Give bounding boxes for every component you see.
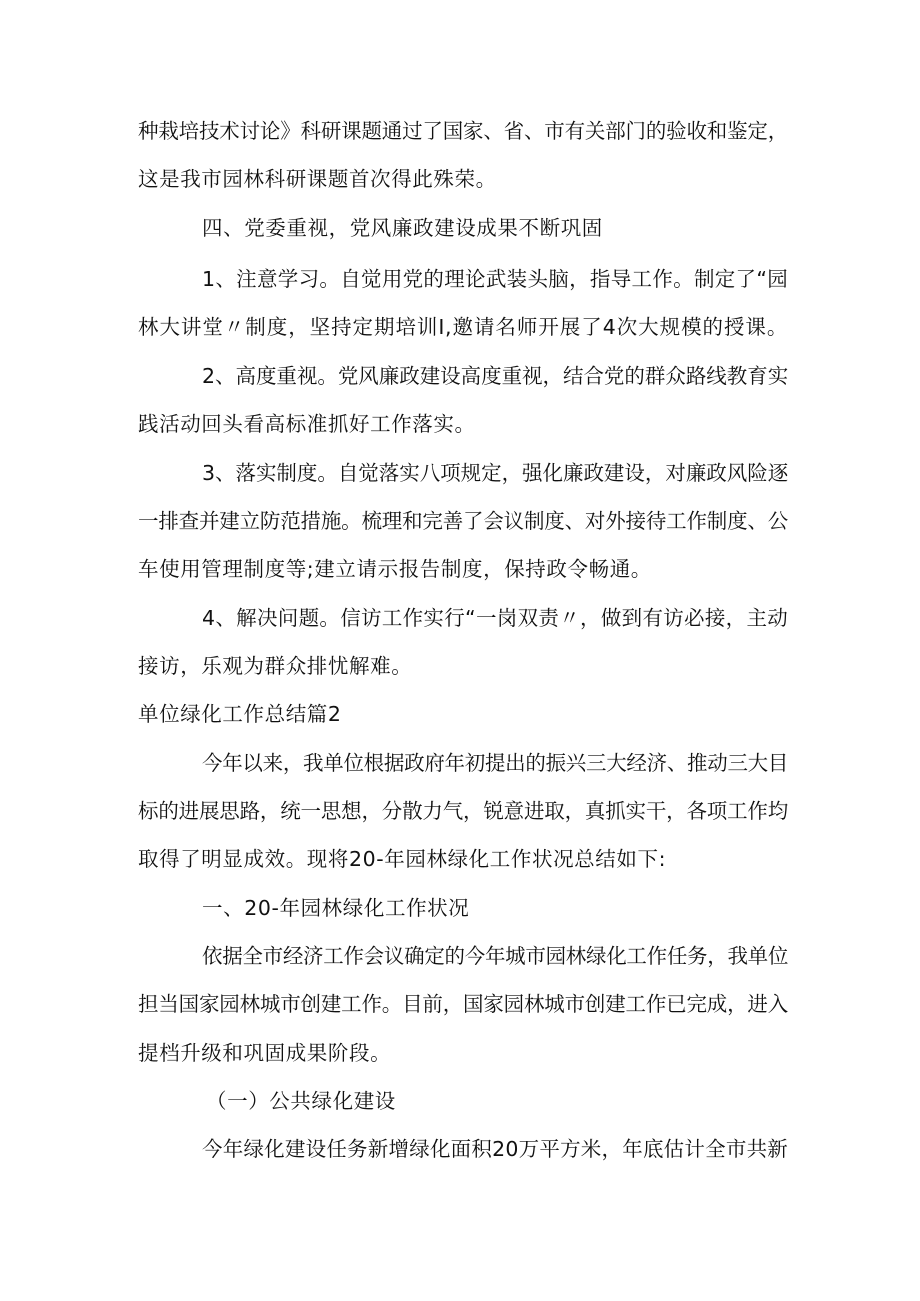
- paragraph-line: 接访，乐观为群众排忧解难。: [138, 654, 413, 678]
- paragraph-line: 践活动回头看高标准抓好工作落实。: [138, 412, 476, 436]
- paragraph-line: 1、注意学习。自觉用党的理论武装头脑，指导工作。制定了“园: [202, 267, 788, 291]
- paragraph-line: 2、高度重视。党风廉政建设高度重视，结合党的群众路线教育实: [202, 364, 788, 388]
- paragraph-line: 4、解决问题。信访工作实行“一岗双责〃，做到有访必接，主动: [202, 606, 788, 630]
- paragraph-line: 今年以来，我单位根据政府年初提出的振兴三大经济、推动三大目: [202, 751, 788, 775]
- paragraph-line: 取得了明显成效。现将20-年园林绿化工作状况总结如下:: [138, 847, 667, 871]
- paragraph-line: 依据全市经济工作会议确定的今年城市园林绿化工作任务，我单位: [202, 944, 788, 968]
- paragraph-line: 今年绿化建设任务新增绿化面积20万平方米，年底估计全市共新: [202, 1137, 788, 1161]
- paragraph-line: 林大讲堂〃制度，坚持定期培训I,邀请名师开展了4次大规模的授课。: [138, 315, 788, 339]
- paragraph-line: 担当国家园林城市创建工作。目前，国家园林城市创建工作已完成，进入: [138, 992, 788, 1016]
- paragraph-line: 标的进展思路，统一思想，分散力气，锐意进取，真抓实干，各项工作均: [138, 799, 788, 823]
- document-heading: 单位绿化工作总结篇2: [138, 702, 342, 726]
- paragraph-line: 3、落实制度。自觉落实八项规定，强化廉政建设，对廉政风险逐: [202, 461, 788, 485]
- paragraph-line: 一排查并建立防范措施。梳理和完善了会议制度、对外接待工作制度、公: [138, 509, 788, 533]
- paragraph-line: 提档升级和巩固成果阶段。: [138, 1041, 392, 1065]
- section-heading: 一、20-年园林绿化工作状况: [202, 896, 470, 920]
- paragraph-line: 种栽培技术讨论》科研课题通过了国家、省、市有关部门的验收和鉴定，: [138, 119, 788, 143]
- paragraph-line: 车使用管理制度等;建立请示报告制度，保持政令畅通。: [138, 557, 652, 581]
- paragraph-line: 这是我市园林科研课题首次得此殊荣。: [138, 167, 497, 191]
- subsection-heading: （一）公共绿化建设: [206, 1089, 396, 1113]
- section-heading: 四、党委重视，党风廉政建设成果不断巩固: [202, 216, 603, 240]
